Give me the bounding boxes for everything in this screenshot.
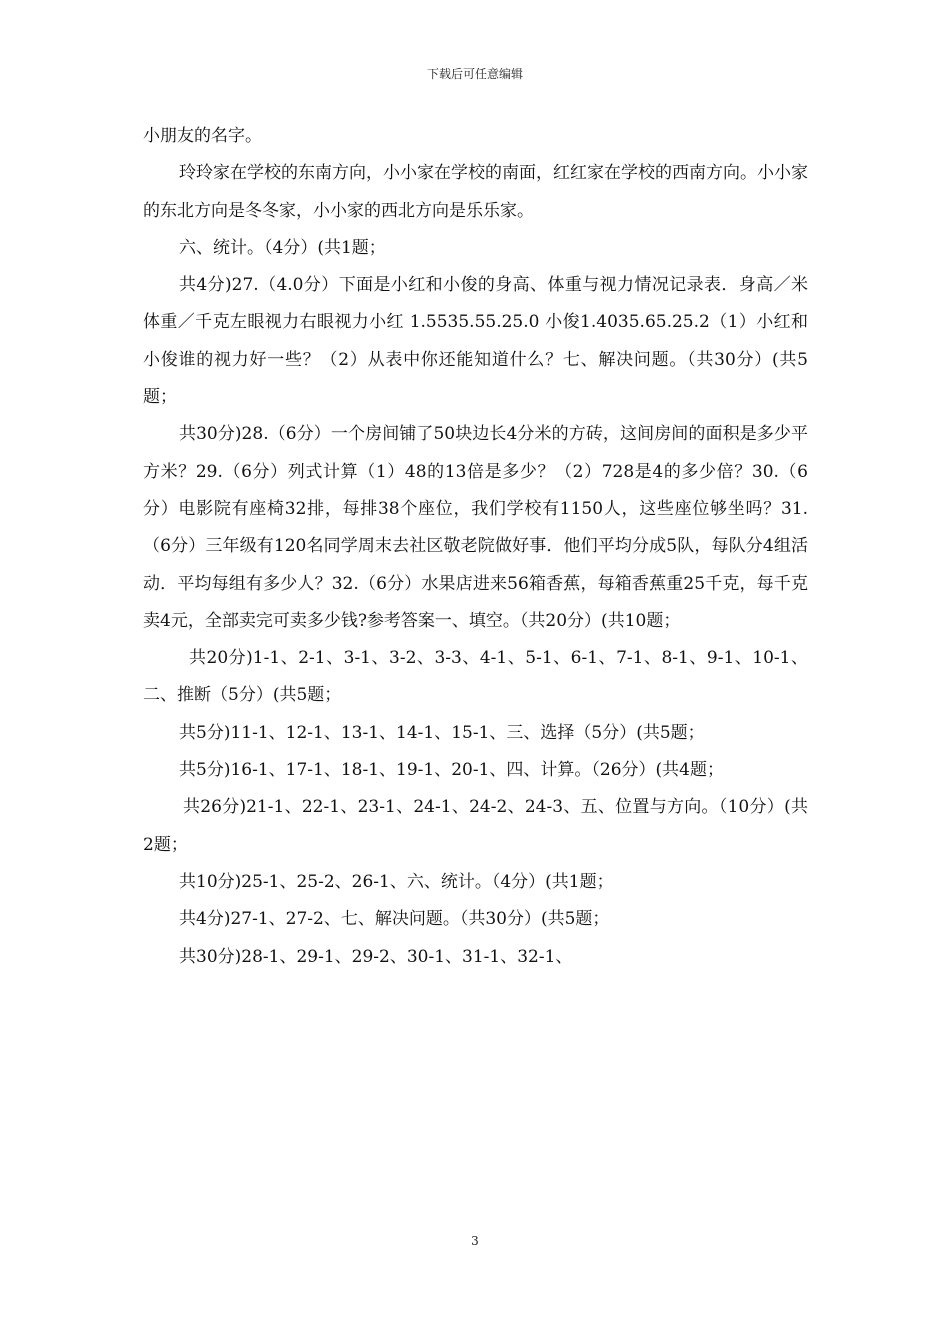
paragraph-section-six-heading: 六、统计。（4分）(共1题； [179,237,386,258]
paragraph-answers-section-four: 共26分)21-1、22-1、23-1、24-1、24-2、24-3、五、位置与方向。（10分）(共2题； [143,797,808,855]
paragraph-questions-28-32: 共30分)28.（6分）一个房间铺了50块边长4分米的方砖，这间房间的面积是多少平方米？29.（6分）列式计算（1）48的13倍是多少？（2）728是4的多少倍？30.（6分）电影院有座椅32排，每排38个座位，我们学校有1150人，这些座位够坐吗？31.（6分）三年级有120名同学周末去社区敬老院做好事．他们平均分成5队，每队分4组活动．平均每组有多少人？32.（6分）水果店进来56箱香蕉，每箱香蕉重25千克，每千克卖4元，全部卖完可卖多少钱?参考答案一、填空。（共20分）(共10题； [143,424,808,631]
paragraph-answers-section-three: 共5分)16-1、17-1、18-1、19-1、20-1、四、计算。（26分）(共4题； [179,760,724,781]
paragraph-name-intro: 小朋友的名字。 [143,126,262,146]
paragraph-answers-section-two: 共5分)11-1、12-1、13-1、14-1、15-1、三、选择（5分）(共5题； [179,722,705,743]
paragraph-answers-section-six: 共4分)27-1、27-2、七、解决问题。（共30分）(共5题； [179,909,610,930]
document-body [143,118,808,976]
paragraph-answers-section-five: 共10分)25-1、25-2、26-1、六、统计。（4分）(共1题； [179,871,614,892]
paragraph-question-27: 共4分)27.（4.0分）下面是小红和小俊的身高、体重与视力情况记录表．身高／米体重／千克左眼视力右眼视力小红 1.5535.55.25.0 小俊1.4035.65.25.2（1）小红和小俊谁的视力好一些？（2）从表中你还能知道什么？七、解决问题。（共30分）(共5题； [143,275,808,408]
page-header: 下载后可任意编辑 [426,67,523,81]
paragraph-direction-description: 玲玲家在学校的东南方向，小小家在学校的南面，红红家在学校的西南方向。小小家的东北方向是冬冬家，小小家的西北方向是乐乐家。 [143,163,808,221]
paragraph-answers-section-one: 共20分)1-1、2-1、3-1、3-2、3-3、4-1、5-1、6-1、7-1、8-1、9-1、10-1、二、推断（5分）(共5题； [143,648,808,706]
paragraph-answers-section-seven: 共30分)28-1、29-1、29-2、30-1、31-1、32-1、 [179,946,573,967]
page-number: 3 [471,1234,479,1248]
